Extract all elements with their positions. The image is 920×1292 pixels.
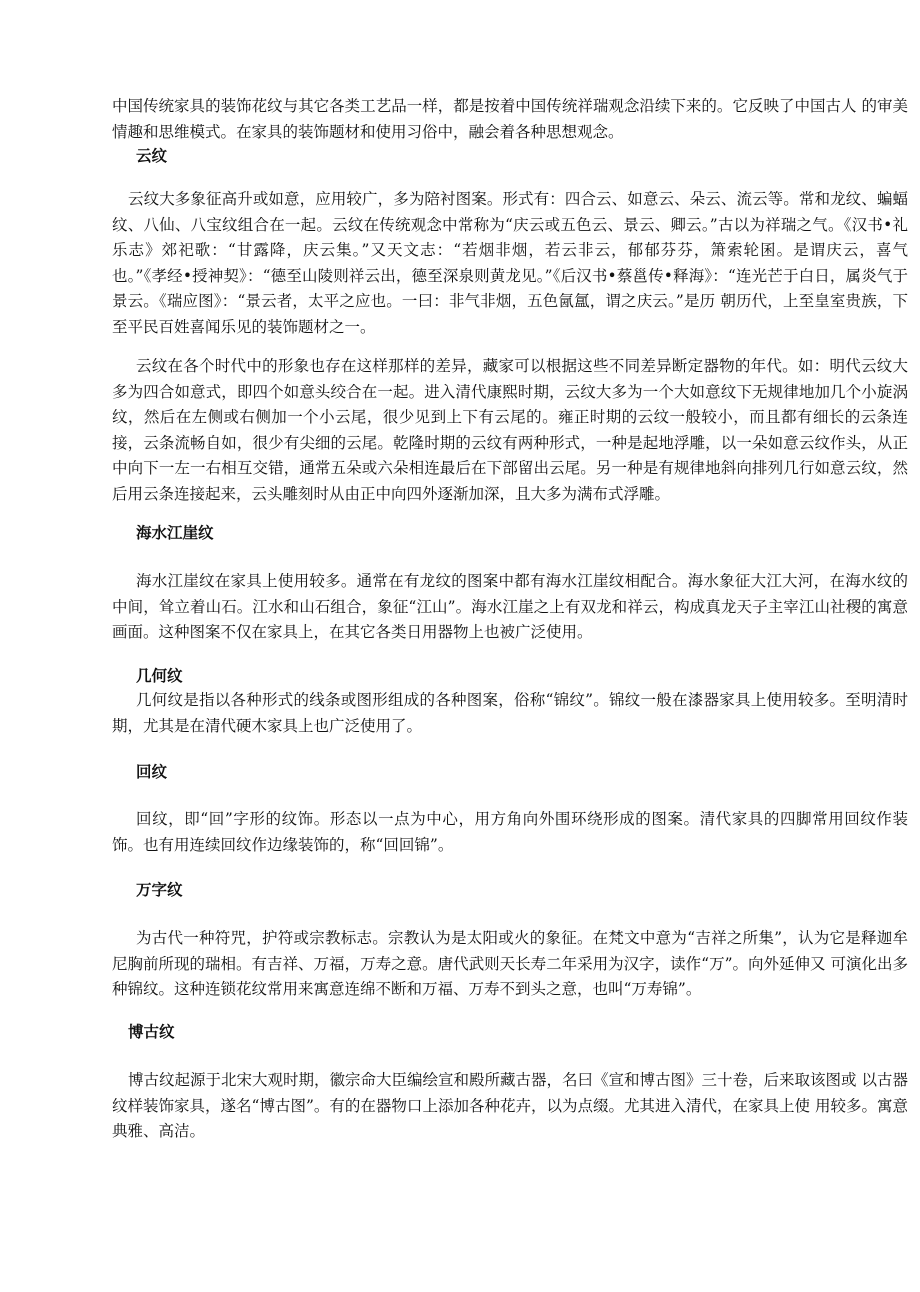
- yunwen-paragraph-2: 云纹在各个时代中的形象也存在这样那样的差异，藏家可以根据这些不同差异断定器物的年代。如：明代云纹大多为四合如意式，即四个如意头绞合在一起。进入清代康熙时期，云纹大多为一个大如意纹下无规律地加几个小旋涡纹，然后在左侧或右侧加一个小云尾，很少见到上下有云尾的。雍正时期的云纹一般较小，而且都有细长的云条连接，云条流畅自如，很少有尖细的云尾。乾隆时期的云纹有两种形式，一种是起地浮雕，以一朵如意云纹作头，从正中向下一左一右相互交错，通常五朵或六朵相连最后在下部留出云尾。另一种是有规律地斜向排列几行如意云纹，然后用云条连接起来，云头雕刻时从由正中向四外逐渐加深，且大多为满布式浮雕。: [112, 357, 908, 503]
- intro-paragraph: 中国传统家具的装饰花纹与其它各类工艺品一样，都是按着中国传统祥瑞观念沿续下来的。它反映了中国古人 的审美情趣和思维模式。在家具的装饰题材和使用习俗中，融会着各种思想观念。: [112, 97, 908, 141]
- section-heading-bogu: 博古纹: [128, 1022, 175, 1041]
- section-heading-yunwen: 云纹: [136, 146, 168, 165]
- section-heading-haishui: 海水江崖纹: [136, 523, 214, 542]
- wanzi-paragraph: 为古代一种符咒，护符或宗教标志。宗教认为是太阳或火的象征。在梵文中意为“吉祥之所集”，认为它是释迦牟尼胸前所现的瑞相。有吉祥、万福，万寿之意。唐代武则天长寿二年采用为汉字，读作“万”。向外延伸又 可演化出多种锦纹。这种连锁花纹常用来寓意连绵不断和万福、万寿不到头之意，也叫“万寿锦”。: [112, 929, 908, 998]
- jihe-paragraph: 几何纹是指以各种形式的线条或图形组成的各种图案，俗称“锦纹”。锦纹一般在漆器家具上使用较多。至明清时期，尤其是在清代硬木家具上也广泛使用了。: [112, 691, 908, 735]
- haishui-paragraph: 海水江崖纹在家具上使用较多。通常在有龙纹的图案中都有海水江崖纹相配合。海水象征大江大河，在海水纹的中间，耸立着山石。江水和山石组合，象征“江山”。海水江崖之上有双龙和祥云，构成真龙天子主宰江山社稷的寓意画面。这种图案不仅在家具上，在其它各类日用器物上也被广泛使用。: [112, 572, 908, 641]
- huiwen-paragraph: 回纹，即“回”字形的纹饰。形态以一点为中心，用方角向外围环绕形成的图案。清代家具的四脚常用回纹作装饰。也有用连续回纹作边缘装饰的，称“回回锦”。: [112, 810, 908, 854]
- yunwen-paragraph-1: 云纹大多象征高升或如意，应用较广，多为陪衬图案。形式有：四合云、如意云、朵云、流云等。常和龙纹、蝙蝠纹、八仙、八宝纹组合在一起。云纹在传统观念中常称为“庆云或五色云、景云、卿云。”古以为祥瑞之气。《汉书•礼乐志》郊祀歌：“甘露降，庆云集。”又天文志：“若烟非烟，若云非云，郁郁芬芬，箫索轮囷。是谓庆云，喜气也。”《孝经•授神契》：“德至山陵则祥云出，德至深泉则黄龙见。”《后汉书•蔡邕传•释海》：“连光芒于白日，属炎气于景云。《瑞应图》：“景云者，太平之应也。一曰：非气非烟，五色氤氲，谓之庆云。”是历 朝历代，上至皇室贵族，下至平民百姓喜闻乐见的装饰题材之一。: [112, 190, 908, 336]
- section-heading-wanzi: 万字纹: [136, 880, 183, 899]
- section-heading-huiwen: 回纹: [136, 762, 168, 781]
- bogu-paragraph: 博古纹起源于北宋大观时期，徽宗命大臣编绘宣和殿所藏古器，名曰《宣和博古图》三十卷，后来取该图或 以古器纹样装饰家具，遂名“博古图”。有的在器物口上添加各种花卉，以为点缀。尤其进入清代，在家具上使 用较多。寓意典雅、高洁。: [112, 1071, 908, 1140]
- section-heading-jihe: 几何纹: [136, 666, 183, 685]
